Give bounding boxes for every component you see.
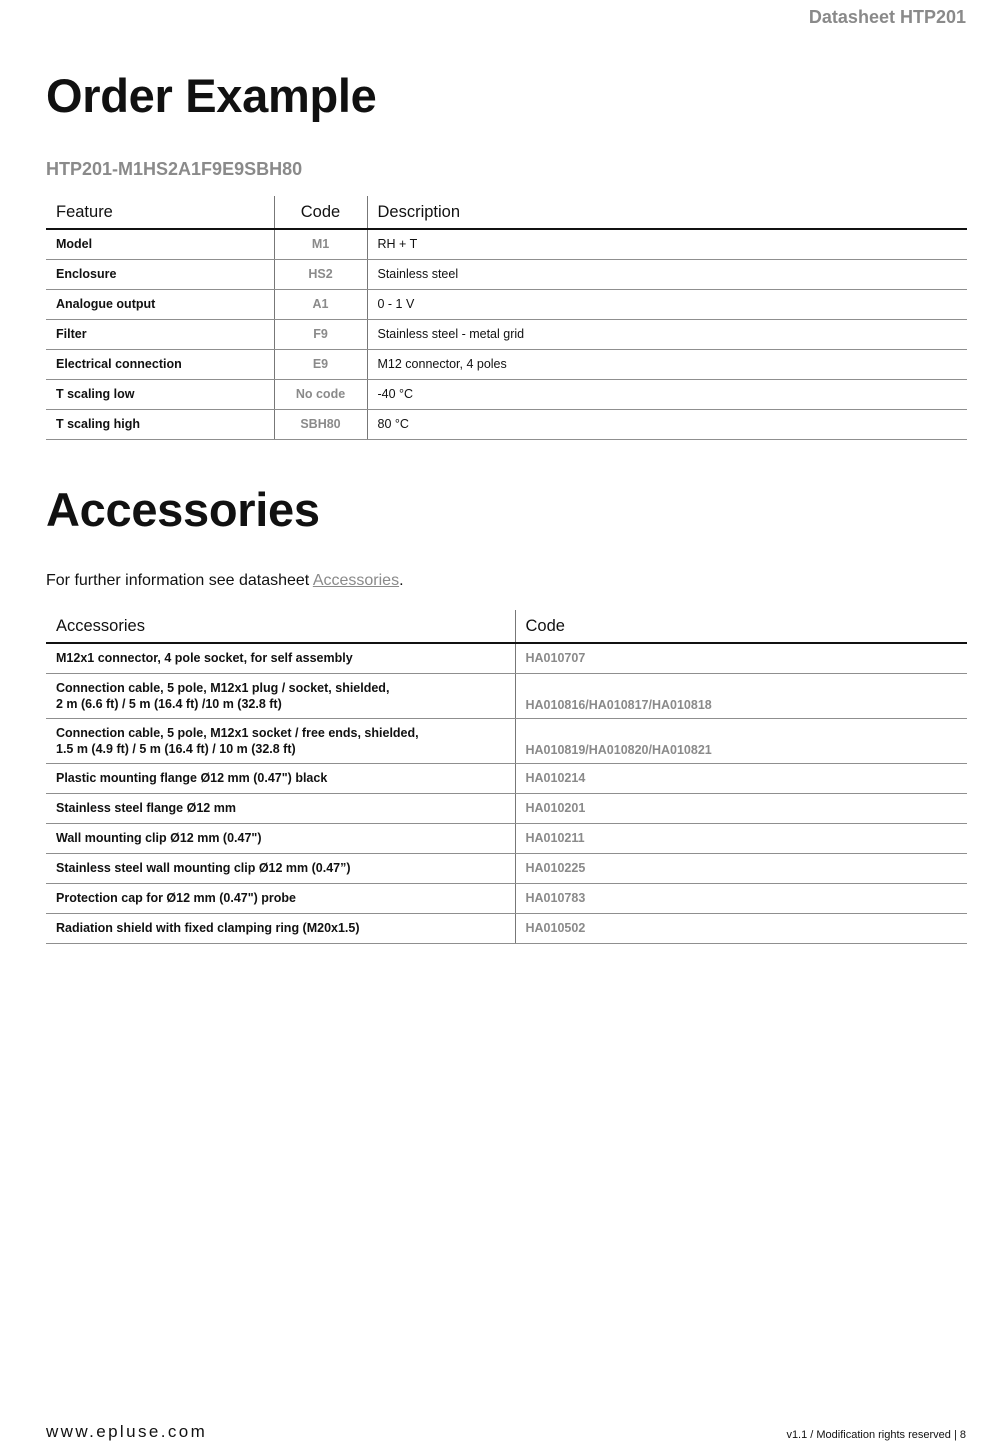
accessories-table-header [46,610,967,643]
column-header-feature: Feature [46,196,274,229]
order-code: HTP201-M1HS2A1F9E9SBH80 [46,159,303,179]
table-row [46,379,967,409]
accessory-name-line-2: 1.5 m (4.9 ft) / 5 m (16.4 ft) / 10 m (32.8 ft) [56,741,296,756]
table-row [46,823,967,853]
table-row [46,883,967,913]
column-header-description: Description [367,196,967,229]
table-row [46,229,967,259]
code-cell: A1 [274,289,367,319]
table-row [46,349,967,379]
feature-cell: Analogue output [46,289,274,319]
accessory-code: HA010707 [515,643,967,673]
code-cell: M1 [274,229,367,259]
accessories-table [46,610,967,944]
accessory-name: Radiation shield with fixed clamping ring (M20x1.5) [46,913,515,943]
code-cell: No code [274,379,367,409]
accessory-code: HA010783 [515,883,967,913]
accessory-name-line-2: 2 m (6.6 ft) / 5 m (16.4 ft) /10 m (32.8 ft) [56,696,282,711]
column-header-accessories: Accessories [46,610,515,643]
accessory-name [46,673,515,718]
description-cell: RH + T [367,229,967,259]
code-cell: SBH80 [274,409,367,439]
accessories-datasheet-link[interactable]: Accessories [312,572,400,589]
accessories-heading: Accessories [46,483,320,536]
accessory-name: Plastic mounting flange Ø12 mm (0.47") black [46,763,515,793]
table-row [46,409,967,439]
accessory-name-line-1: Connection cable, 5 pole, M12x1 socket / free ends, shielded, [56,725,419,740]
table-row [46,913,967,943]
accessory-code: HA010816/HA010817/HA010818 [515,673,967,718]
table-row [46,853,967,883]
accessory-code: HA010201 [515,793,967,823]
feature-cell: Electrical connection [46,349,274,379]
footer-website-link[interactable]: www.epluse.com [46,1422,208,1441]
table-row [46,718,967,763]
table-row [46,673,967,718]
table-row [46,643,967,673]
column-header-code: Code [274,196,367,229]
accessories-intro [46,572,404,590]
accessory-name: Stainless steel wall mounting clip Ø12 mm (0.47”) [46,853,515,883]
accessory-name-line-1: Connection cable, 5 pole, M12x1 plug / socket, shielded, [56,680,390,695]
order-table [46,196,967,440]
feature-cell: Model [46,229,274,259]
accessory-name: Stainless steel flange Ø12 mm [46,793,515,823]
code-cell: HS2 [274,259,367,289]
order-example-heading: Order Example [46,69,377,122]
accessory-name: M12x1 connector, 4 pole socket, for self assembly [46,643,515,673]
description-cell: 80 °C [367,409,967,439]
description-cell: M12 connector, 4 poles [367,349,967,379]
table-row [46,763,967,793]
column-header-code: Code [515,610,967,643]
footer-version: v1.1 / Modification rights reserved | 8 [786,1429,966,1441]
intro-end: . [399,572,404,589]
accessory-name: Wall mounting clip Ø12 mm (0.47") [46,823,515,853]
feature-cell: Enclosure [46,259,274,289]
accessory-code: HA010819/HA010820/HA010821 [515,718,967,763]
accessory-name [46,718,515,763]
feature-cell: Filter [46,319,274,349]
code-cell: E9 [274,349,367,379]
description-cell: Stainless steel - metal grid [367,319,967,349]
description-cell: -40 °C [367,379,967,409]
accessory-code: HA010225 [515,853,967,883]
table-row [46,793,967,823]
description-cell: Stainless steel [367,259,967,289]
document-title: Datasheet HTP201 [808,7,966,27]
order-table-header [46,196,967,229]
table-row [46,259,967,289]
accessory-code: HA010502 [515,913,967,943]
accessory-code: HA010214 [515,763,967,793]
code-cell: F9 [274,319,367,349]
intro-text: For further information see datasheet [46,572,313,589]
accessory-name: Protection cap for Ø12 mm (0.47") probe [46,883,515,913]
description-cell: 0 - 1 V [367,289,967,319]
table-row [46,289,967,319]
feature-cell: T scaling high [46,409,274,439]
accessory-code: HA010211 [515,823,967,853]
feature-cell: T scaling low [46,379,274,409]
table-row [46,319,967,349]
